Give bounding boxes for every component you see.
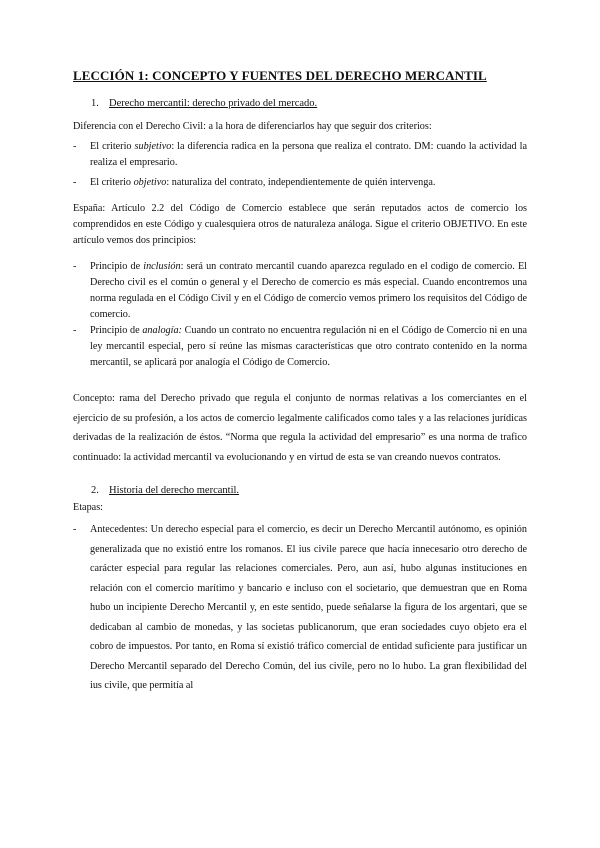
criterion-item [73,175,527,191]
section-1-heading [91,98,527,109]
criterion-prefix: El criterio [90,141,135,152]
principle-prefix: Principio de [90,325,143,336]
principle-term: inclusión [143,261,181,272]
stages-label: Etapas: [73,502,103,513]
principle-item [73,259,527,323]
criterion-term: subjetivo [134,141,172,152]
section-2-title: Historia del derecho mercantil. [109,485,240,496]
criterion-text: : naturaliza del contrato, independientemente de quién intervenga. [166,177,436,188]
principle-prefix: Principio de [90,261,144,272]
principles-list [73,259,527,371]
section-1-number: 1. [91,98,99,109]
principle-term: analogía: [142,325,182,336]
concept-paragraph: Concepto: rama del Derecho privado que regula el conjunto de normas relativas a los comerciantes en el ejercicio de su profesión, a los actos de comercio legalmente calificados como tales y a las relaciones jurídicas derivadas de la realización de éstos. “Norma que regula la actividad del empresario” es una norma de trafico continuado: la actividad mercantil va evolucionando y en virtud de esta se van creando nuevos contratos. [73,393,527,463]
principle-item [73,323,527,371]
stages-list [73,520,527,696]
section-2-number: 2. [91,485,99,496]
criterion-prefix: El criterio [90,177,134,188]
lesson-title: LECCIÓN 1: CONCEPTO Y FUENTES DEL DERECHO MERCANTIL [73,68,487,83]
stage-item: - Antecedentes: Un derecho especial para el comercio, es decir un Derecho Mercantil autónomo, es opinión generalizada que no existió entre los romanos. El ius civile parece que hacía innecesario otro derecho de carácter especial para regular las relaciones comerciales. Pero, aun así, hubo algunas instituciones en relación con el comercio marítimo y bancario e incluso con el societario, que demuestran que en Roma hubo un incipiente Derecho Mercantil y, en este sentido, puede señalarse la figura de los argentari, que se dedicaban al cambio de monedas, y las societas publicanorum, que eran sociedades cuyo objeto era el cobro de impuestos. Por tanto, en Roma sí existió tráfico comercial de entidad suficiente para justificar un Derecho Mercantil separado del Derecho Común, del ius civile, pero no lo hubo. La gran flexibilidad del ius civile, que permitía al [73,520,527,696]
principle-text: Cuando un contrato no encuentra regulación ni en el Código de Comercio ni en una ley mercantil especial, pero sí reúne las mismas características que otro contrato contenido en la norma mercantil, se aplicará por analogía el Código de Comercio. [90,325,528,368]
intro-paragraph: Diferencia con el Derecho Civil: a la hora de diferenciarlos hay que seguir dos criterios: [73,121,432,132]
criterion-term: objetivo [133,177,167,188]
criteria-list [73,139,527,191]
section-1-title: Derecho mercantil: derecho privado del mercado. [109,98,318,109]
principle-text: : será un contrato mercantil cuando aparezca regulado en el codigo de comercio. El Derecho civil es el común o general y el Derecho de comercio es más especial. Cuando encontremos una norma regulada en el Código Civil y en el Código de comercio vemos primero los requisitos del Código de comercio. [90,261,528,320]
spain-paragraph: España: Artículo 2.2 del Código de Comercio establece que serán reputados actos de comercio los comprendidos en este Código y cualesquiera otros de naturaleza análoga. Sigue el criterio OBJETIVO. En este artículo vemos dos principios: [73,203,527,246]
criterion-text: : la diferencia radica en la persona que realiza el contrato. DM: cuando la actividad la realiza el empresario. [90,141,527,168]
criterion-item [73,139,527,171]
section-2-heading [91,485,527,496]
